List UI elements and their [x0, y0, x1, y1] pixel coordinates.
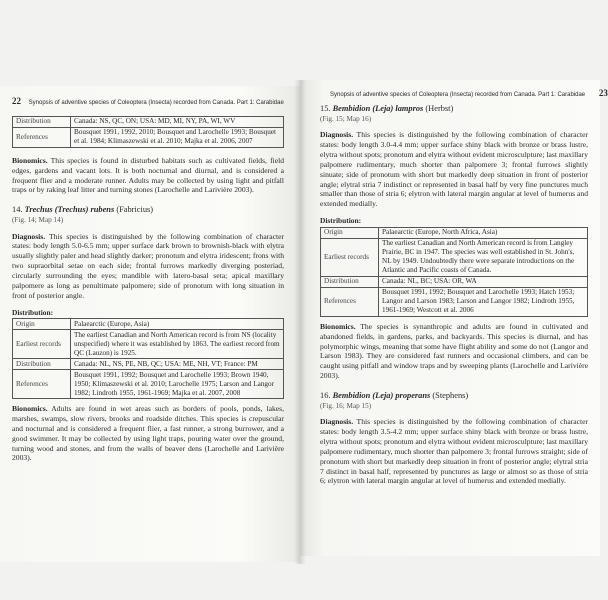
species-name: Trechus (Trechus) rubens: [24, 205, 115, 215]
diagnosis-text: This species is distinguished by the following combination of character states: body length 3.5-4.2 mm; upper surface shiny black with bronze or brass lustre, elytra without spots; pronotum and elytra without evident microsculpture; last maxillary palpomere rudimentary, much shorter than palpomere 3; frontal furrows straight; side of pronotum with short but markedly deep situation in front of posterior angle; elytral stria 7 distinct in basal half, represented by punctures as large or almost so as those of stria 6; elytron with lateral margin angular at level of humerus and extended medially.: [320, 417, 588, 486]
table-value: The earliest Canadian and North American record is from NS (locality unspecified) where it was established by 1863. The earliest record from QC (Lauzon) is 1925.: [71, 330, 284, 359]
bionomics-paragraph: [320, 322, 588, 381]
table-value: Bousquet 1991, 1992, 2010; Bousquet and Larochelle 1993; Bousquet et al. 1984; Klimaszewski et al. 2010; Majka et al. 2006, 2007: [71, 127, 284, 147]
table-label: Distribution: [13, 116, 71, 127]
table-value: Canada: NS, QC, ON; USA: MD, MI, NY, PA, WI, WV: [71, 116, 284, 127]
right-page-content: [320, 104, 588, 486]
table-value: Bousquet 1991, 1992; Bousquet and Larochelle 1993; Brown 1940, 1950; Klimaszewski et al. 2010; Larochelle 1975; Larson and Langor 1982; Lindroth 1955, 1961-1969; Majka et al. 2007, 2008: [71, 370, 284, 399]
bionomics-label: Bionomics.: [320, 321, 356, 331]
bionomics-label: Bionomics.: [12, 155, 48, 165]
table-row: [13, 116, 284, 127]
table-row: [13, 370, 284, 399]
species-author: (Fabricius): [114, 205, 154, 215]
left-top-table: [12, 116, 284, 148]
table-value: The earliest Canadian and North American record is from Langley Prairie, BC in 1947. The species was well established in St. John's, NL by 1949. Undoubtedly there were separate introductions on the Atlantic and Pacific coasts of Canada.: [379, 238, 588, 276]
bionomics-label: Bionomics.: [12, 404, 48, 414]
right-page-number: 23: [598, 88, 608, 98]
table-value: Canada: NL, NS, PE, NB, QC; USA: ME, NH, VT; France: PM: [71, 359, 284, 370]
table-row: [13, 127, 284, 147]
diagnosis-paragraph: [320, 130, 588, 209]
species-heading: [12, 205, 284, 216]
left-running-head: [12, 96, 284, 108]
table-value: Palaearctic (Europe, Asia): [71, 319, 284, 330]
table-row: [321, 276, 588, 287]
table-label: Earliest records: [13, 330, 71, 359]
bionomics-paragraph: [12, 404, 284, 463]
species-name: Bembidion (Leja) lampros: [332, 104, 424, 113]
species-number: 16.: [320, 390, 333, 400]
diagnosis-paragraph: [320, 417, 588, 486]
diagnosis-text: This species is distinguished by the following combination of character states: body length 3.0-4.4 mm; upper surface shiny black with bronze or brass lustre, elytra without spots; pronotum and elytra without evident microsculpture; last maxillary palpomere rudimentary, much shorter than palpomere 3; frontal furrows slightly sinuate; side of pronotum with short but markedly deep situation in front of posterior angle; elytral stria 7 indistinct or represented in basal half by very fine punctures much smaller than those of stria 6; elytron with lateral margin angular at level of humerus and extended medially.: [320, 130, 588, 209]
species-author: (Stephens): [430, 390, 469, 400]
right-running-title: Synopsis of adventive species of Coleoptera (Insecta) recorded from Canada. Part 1: Carabidae: [330, 92, 586, 98]
distribution-heading: Distribution:: [12, 307, 54, 317]
bionomics-text: Adults are found in wet areas such as borders of pools, ponds, lakes, marshes, swamps, slow rivers, brooks and roadside ditches. This species is crepuscular and nocturnal and is considered a frequent flier, a fast runner, a strong burrower, and a good swimmer. It may be collected by using light traps, pouring water over the ground, turning wood and stones, and from the walls of beaver dens (Larochelle and Larivière 2003).: [12, 404, 284, 463]
bionomics-paragraph: [12, 156, 284, 195]
distribution-table: [320, 227, 588, 317]
species-name: Bembidion (Leja) properans: [332, 390, 431, 400]
left-running-title: Synopsis of adventive species of Coleoptera (Insecta) recorded from Canada. Part 1: Carabidae: [28, 100, 284, 106]
table-label: Origin: [321, 227, 379, 238]
table-row: [13, 319, 284, 330]
diagnosis-label: Diagnosis.: [12, 231, 46, 241]
table-value: Palaearctic (Europe, North Africa, Asia): [379, 227, 588, 238]
table-row: [321, 227, 588, 238]
distribution-heading: Distribution:: [320, 216, 362, 226]
table-label: Distribution: [13, 359, 71, 370]
right-page: [300, 80, 608, 556]
table-label: Origin: [13, 319, 71, 330]
book-gutter-shadow: [294, 80, 306, 564]
bionomics-text: The species is synanthropic and adults are found in cultivated and abandoned fields, in gardens, parks, and backyards. This species is diurnal, and has polymorphic wings, meaning that some have flight ability and some do not (Langor and Larson 1983). They are considered fast runners and occasional climbers, and can be caught using pitfall and window traps and by sweeping plants (Larochelle and Larivière 2003).: [320, 321, 588, 381]
figure-reference: (Fig. 15; Map 16): [320, 114, 372, 123]
species-number: 15.: [320, 104, 333, 113]
diagnosis-label: Diagnosis.: [320, 130, 354, 140]
table-value: Bousquet 1991, 1992; Bousquet and Larochelle 1993; Hatch 1953; Langor and Larson 1983; Larson and Langor 1982; Lindroth 1955, 1961-1969; Westcott et al. 2006: [379, 287, 588, 316]
species-author: (Herbst): [423, 104, 454, 113]
figure-reference: (Fig. 16; Map 15): [320, 401, 372, 410]
right-running-head: [330, 88, 608, 98]
species-heading: [320, 391, 588, 402]
left-page-content: [12, 96, 284, 463]
diagnosis-label: Diagnosis.: [320, 417, 354, 427]
distribution-table: [12, 318, 284, 399]
table-label: Distribution: [321, 276, 379, 287]
left-page-number: 22: [12, 96, 21, 106]
bionomics-text: This species is found in disturbed habitats such as cultivated fields, field edges, gardens and vacant lots. It is both nocturnal and diurnal, and is considered a frequent flier and a moderate runner. Adults may be collected by using light and pitfall traps or by raking leaf litter and turning stones (Larochelle and Larivière 2003).: [12, 155, 284, 195]
species-heading: [320, 104, 588, 115]
left-page: [0, 86, 300, 562]
table-row: [13, 359, 284, 370]
diagnosis-paragraph: [12, 232, 284, 301]
figure-reference: (Fig. 14; Map 14): [12, 216, 64, 225]
table-label: References: [13, 370, 71, 399]
table-row: [321, 238, 588, 276]
table-label: References: [13, 127, 71, 147]
diagnosis-text: This species is distinguished by the following combination of character states: body length 5.0-6.5 mm; upper surface dark brown to brownish-black with elytra usually slightly paler and head slightly darker; pronotum and elytra iridescent; frons with two supraorbital setae on each side; frontal furrows markedly diverging posteriad, circularly surrounding the eyes; mandible with latero-basal seta; apical maxillary palpomere as long as penultimate palpomere; side of pronotum with long situation in front of posterior angle.: [12, 231, 284, 300]
species-number: 14.: [12, 205, 25, 215]
table-label: Earliest records: [321, 238, 379, 276]
table-row: [321, 287, 588, 316]
table-value: Canada: NL, BC; USA: OR, WA: [379, 276, 588, 287]
table-row: [13, 330, 284, 359]
table-label: References: [321, 287, 379, 316]
